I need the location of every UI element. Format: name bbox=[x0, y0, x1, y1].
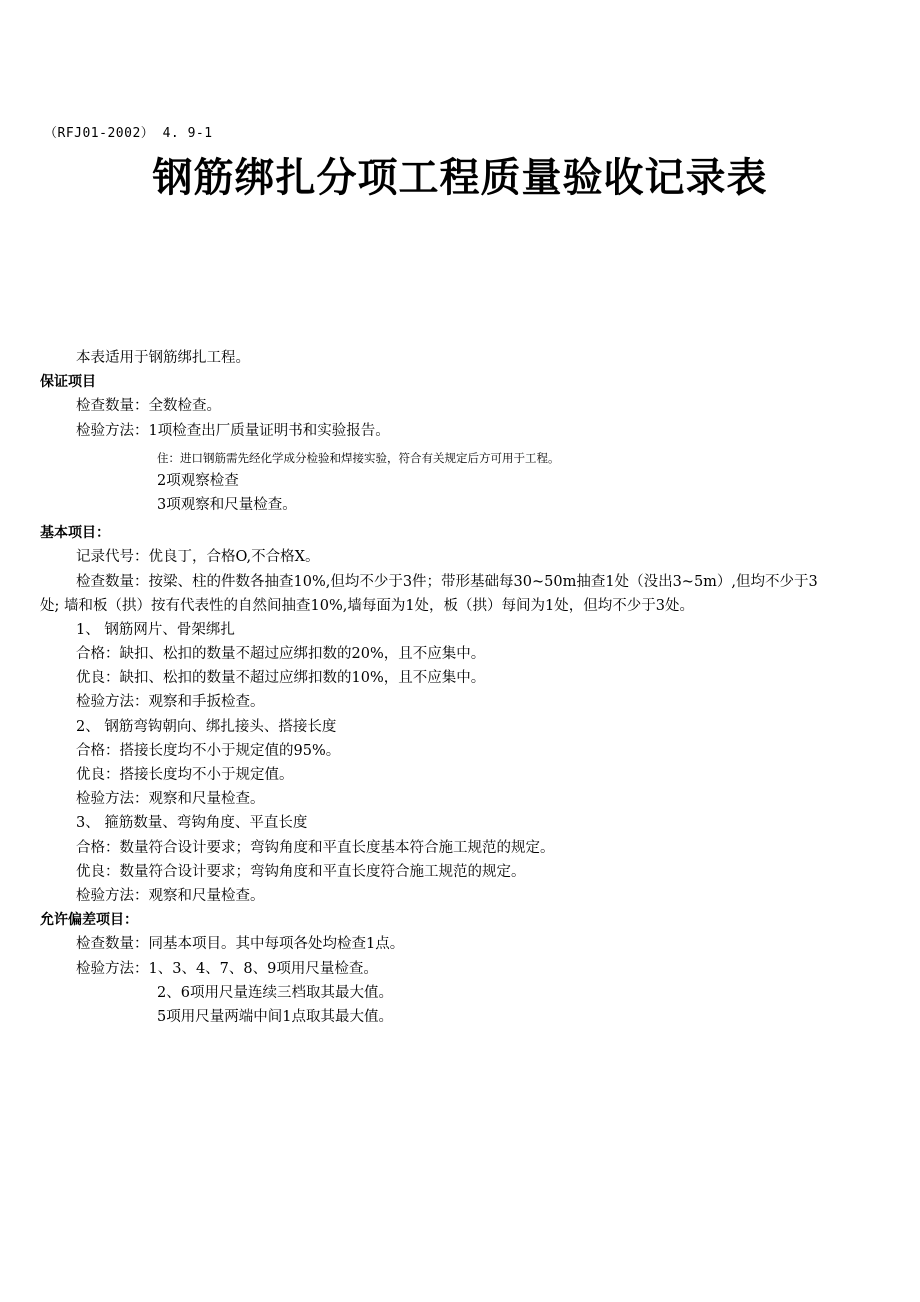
section-1-good: 优良：缺扣、松扣的数量不超过应绑扣数的10%，且不应集中。 bbox=[76, 670, 486, 687]
tolerance-method-1: 检验方法：1、3、4、7、8、9项用尺量检查。 bbox=[76, 960, 378, 977]
tolerance-method-3: 5项用尺量两端中间1点取其最大值。 bbox=[157, 1008, 393, 1025]
section-2-title: 2、 钢筋弯钩朝向、绑扎接头、搭接长度 bbox=[76, 718, 337, 735]
basic-count-line-1: 检查数量：按梁、柱的件数各抽查10%,但均不少于3件；带形基础每30~50m抽查1处（没出3~5m）,但均不少于3 bbox=[76, 573, 818, 590]
guarantee-count: 检查数量：全数检查。 bbox=[76, 398, 221, 415]
section-2-good: 优良：搭接长度均不小于规定值。 bbox=[76, 767, 294, 783]
basic-count-line-2: 处; 墙和板（拱）按有代表性的自然间抽查10%,墙每面为1处，板（拱）每间为1处，但均不少于3处。 bbox=[40, 597, 695, 614]
guarantee-heading: 保证项目 bbox=[40, 374, 96, 391]
section-1-title: 1、 钢筋网片、骨架绑扎 bbox=[76, 621, 235, 638]
intro-text: 本表适用于钢筋绑扎工程。 bbox=[76, 350, 250, 366]
section-3-pass: 合格：数量符合设计要求；弯钩角度和平直长度基本符合施工规范的规定。 bbox=[76, 839, 555, 856]
tolerance-method-2: 2、6项用尺量连续三档取其最大值。 bbox=[157, 984, 393, 1001]
tolerance-count: 检查数量：同基本项目。其中每项各处均检查1点。 bbox=[76, 936, 405, 953]
page-title: 钢筋绑扎分项工程质量验收记录表 bbox=[152, 154, 768, 201]
basic-heading: 基本项目： bbox=[40, 525, 110, 542]
section-3-title: 3、 箍筋数量、弯钩角度、平直长度 bbox=[76, 815, 308, 832]
guarantee-item-2: 2项观察检查 bbox=[157, 472, 239, 489]
guarantee-method: 检验方法：1项检查出厂质量证明书和实验报告。 bbox=[76, 422, 390, 439]
guarantee-note: 住：进口钢筋需先经化学成分检验和焊接实验，符合有关规定后方可用于工程。 bbox=[157, 450, 560, 465]
document-body bbox=[40, 346, 876, 1029]
tolerance-heading: 允许偏差项目： bbox=[40, 912, 138, 929]
section-3-good: 优良：数量符合设计要求；弯钩角度和平直长度符合施工规范的规定。 bbox=[76, 863, 526, 880]
section-3-method: 检验方法：观察和尺量检查。 bbox=[76, 887, 265, 904]
form-code: （RFJ01-2002） 4. 9-1 bbox=[44, 126, 213, 141]
section-2-pass: 合格：搭接长度均不小于规定值的95%。 bbox=[76, 742, 341, 759]
section-1-method: 检验方法：观察和手扳检查。 bbox=[76, 694, 265, 711]
section-1-pass: 合格：缺扣、松扣的数量不超过应绑扣数的20%，且不应集中。 bbox=[76, 646, 486, 663]
guarantee-item-3: 3项观察和尺量检查。 bbox=[157, 496, 297, 513]
section-2-method: 检验方法：观察和尺量检查。 bbox=[76, 791, 265, 808]
basic-codes: 记录代号：优良丁，合格O,不合格X。 bbox=[76, 549, 320, 566]
